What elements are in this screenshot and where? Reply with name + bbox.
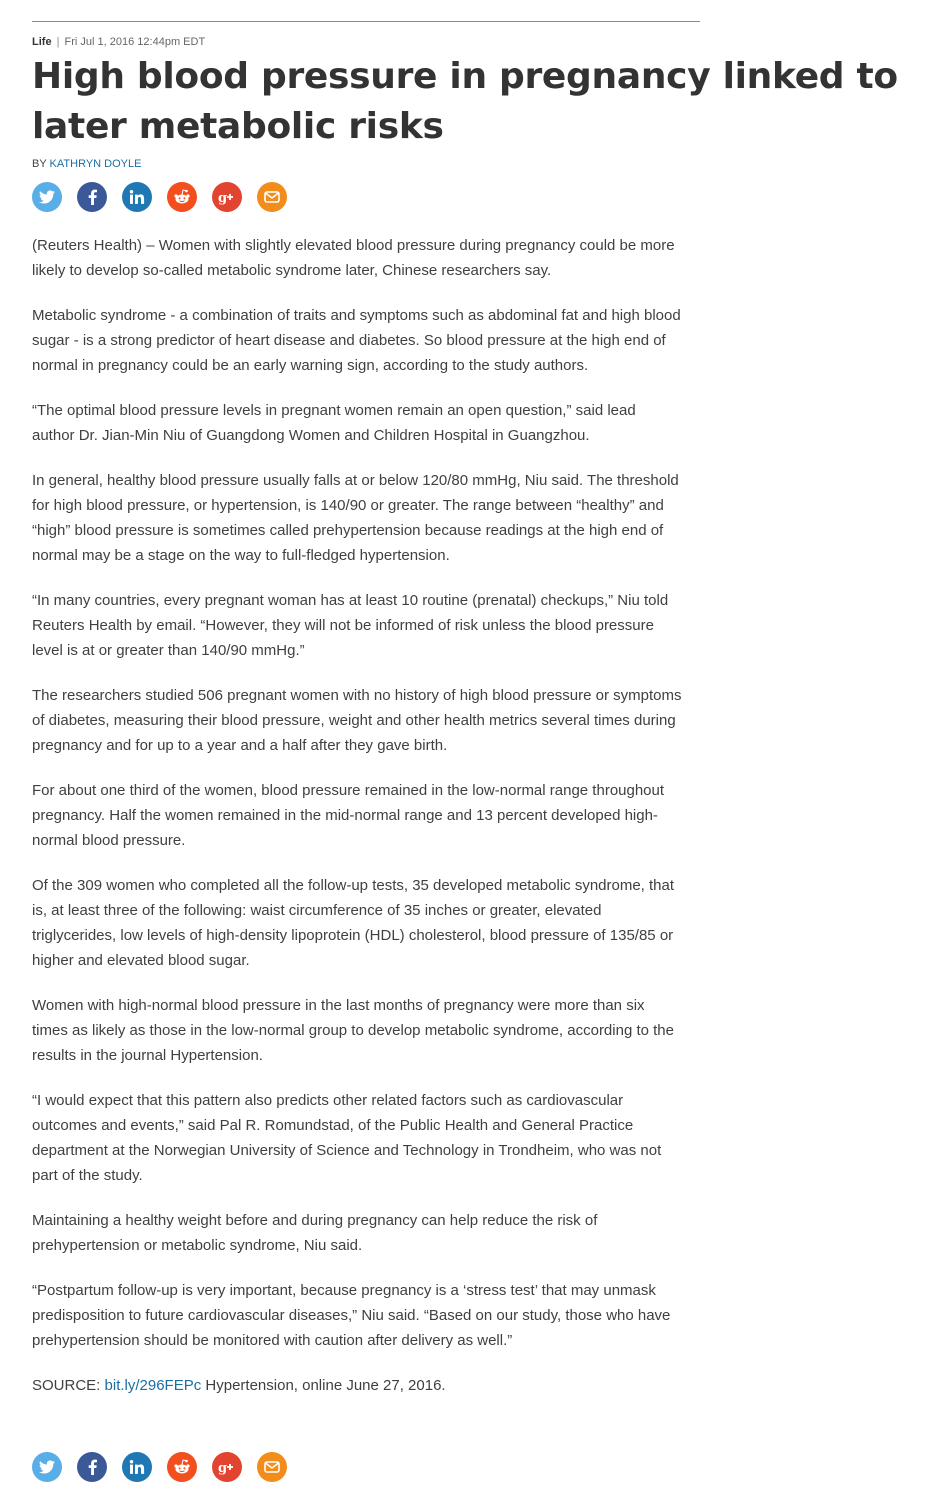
source-text: Hypertension, online June 27, 2016. (205, 1377, 446, 1394)
body-paragraph: “In many countries, every pregnant woman has at least 10 routine (prenatal) checkups,” Niu told Reuters Health by email. “However, they will not be informed of risk unless the blood pressure level is at or greater than 140/90 mmHg.” (32, 592, 669, 659)
linkedin-in-icon (130, 190, 144, 204)
meta-separator: | (56, 36, 60, 48)
google-plus-share-button[interactable] (212, 1452, 242, 1482)
reddit-alien-icon (173, 189, 191, 205)
body-paragraph: Of the 309 women who completed all the follow-up tests, 35 developed metabolic syndrome, that is, at least three of the following: waist circumference of 35 inches or greater, elevated triglycerides, low levels of high-density lipoprotein (HDL) cholesterol, blood pressure of 135/85 or higher and elevated blood sugar. (32, 877, 675, 969)
body-paragraph: For about one third of the women, blood pressure remained in the low-normal range throughout pregnancy. Half the women remained in the mid-normal range and 13 percent developed high-normal blood pressure. (32, 782, 665, 849)
section-label[interactable]: Life (32, 36, 52, 48)
body-paragraph: “The optimal blood pressure levels in pregnant women remain an open question,” said lead author Dr. Jian-Min Niu of Guangdong Women and Children Hospital in Guangzhou. (32, 402, 636, 444)
headline-clip (0, 0, 898, 150)
envelope-icon (264, 191, 280, 203)
source-line (32, 1373, 682, 1398)
body-paragraph: In general, healthy blood pressure usually falls at or below 120/80 mmHg, Niu said. The threshold for high blood pressure, or hypertension, is 140/90 or greater. The range between “healthy” and “high” blood pressure is sometimes called prehypertension because readings at the high end of normal may be a stage on the way to full-fledged hypertension. (32, 472, 679, 564)
twitter-bird-icon (39, 190, 55, 204)
share-bar-bottom (32, 1452, 287, 1482)
reddit-share-button[interactable] (167, 1452, 197, 1482)
facebook-share-button[interactable] (77, 1452, 107, 1482)
svg-text:g: g (218, 1461, 228, 1476)
author-link[interactable]: KATHRYN DOYLE (49, 158, 142, 170)
envelope-icon (264, 1461, 280, 1473)
facebook-f-icon (88, 1459, 97, 1475)
email-share-button[interactable] (257, 1452, 287, 1482)
google-plus-icon (218, 1460, 236, 1474)
google-plus-share-button[interactable] (212, 182, 242, 212)
linkedin-in-icon (130, 1460, 144, 1474)
article-body (32, 233, 682, 1418)
body-paragraph: (Reuters Health) – Women with slightly elevated blood pressure during pregnancy could be more likely to develop so-called metabolic syndrome later, Chinese researchers say. (32, 237, 675, 279)
byline (32, 157, 141, 171)
facebook-share-button[interactable] (77, 182, 107, 212)
body-paragraph: Women with high-normal blood pressure in the last months of pregnancy were more than six times as likely as those in the low-normal group to develop metabolic syndrome, according to the results in the journal Hypertension. (32, 997, 674, 1064)
reddit-alien-icon (173, 1459, 191, 1475)
google-plus-icon (218, 190, 236, 204)
facebook-f-icon (88, 189, 97, 205)
reddit-share-button[interactable] (167, 182, 197, 212)
body-paragraph: The researchers studied 506 pregnant women with no history of high blood pressure or symptoms of diabetes, measuring their blood pressure, weight and other health metrics several times during pregnancy and for up to a year and a half after they gave birth. (32, 687, 682, 754)
body-paragraph: “I would expect that this pattern also predicts other related factors such as cardiovascular outcomes and events,” said Pal R. Romundstad, of the Public Health and General Practice department at the Norwegian University of Science and Technology in Trondheim, who was not part of the study. (32, 1092, 662, 1184)
body-paragraph: Maintaining a healthy weight before and during pregnancy can help reduce the risk of prehypertension or metabolic syndrome, Niu said. (32, 1212, 598, 1254)
twitter-share-button[interactable] (32, 182, 62, 212)
body-paragraph: Metabolic syndrome - a combination of traits and symptoms such as abdominal fat and high blood sugar - is a strong predictor of heart disease and diabetes. So blood pressure at the high end of normal in pregnancy could be an early warning sign, according to the study authors. (32, 307, 681, 374)
article-headline: High blood pressure in pregnancy linked to later metabolic risks (32, 56, 898, 147)
article-date: Fri Jul 1, 2016 12:44pm EDT (64, 36, 206, 48)
svg-text:g: g (218, 191, 228, 206)
source-label: SOURCE: (32, 1377, 101, 1394)
email-share-button[interactable] (257, 182, 287, 212)
linkedin-share-button[interactable] (122, 1452, 152, 1482)
twitter-bird-icon (39, 1460, 55, 1474)
share-bar-top (32, 182, 287, 212)
twitter-share-button[interactable] (32, 1452, 62, 1482)
linkedin-share-button[interactable] (122, 182, 152, 212)
body-paragraph: “Postpartum follow-up is very important, because pregnancy is a ‘stress test’ that may unmask predisposition to future cardiovascular diseases,” Niu said. “Based on our study, those who have prehypertension should be monitored with caution after delivery as well.” (32, 1282, 671, 1349)
byline-prefix: BY (32, 158, 47, 170)
source-link[interactable]: bit.ly/296FEPc (104, 1377, 202, 1394)
